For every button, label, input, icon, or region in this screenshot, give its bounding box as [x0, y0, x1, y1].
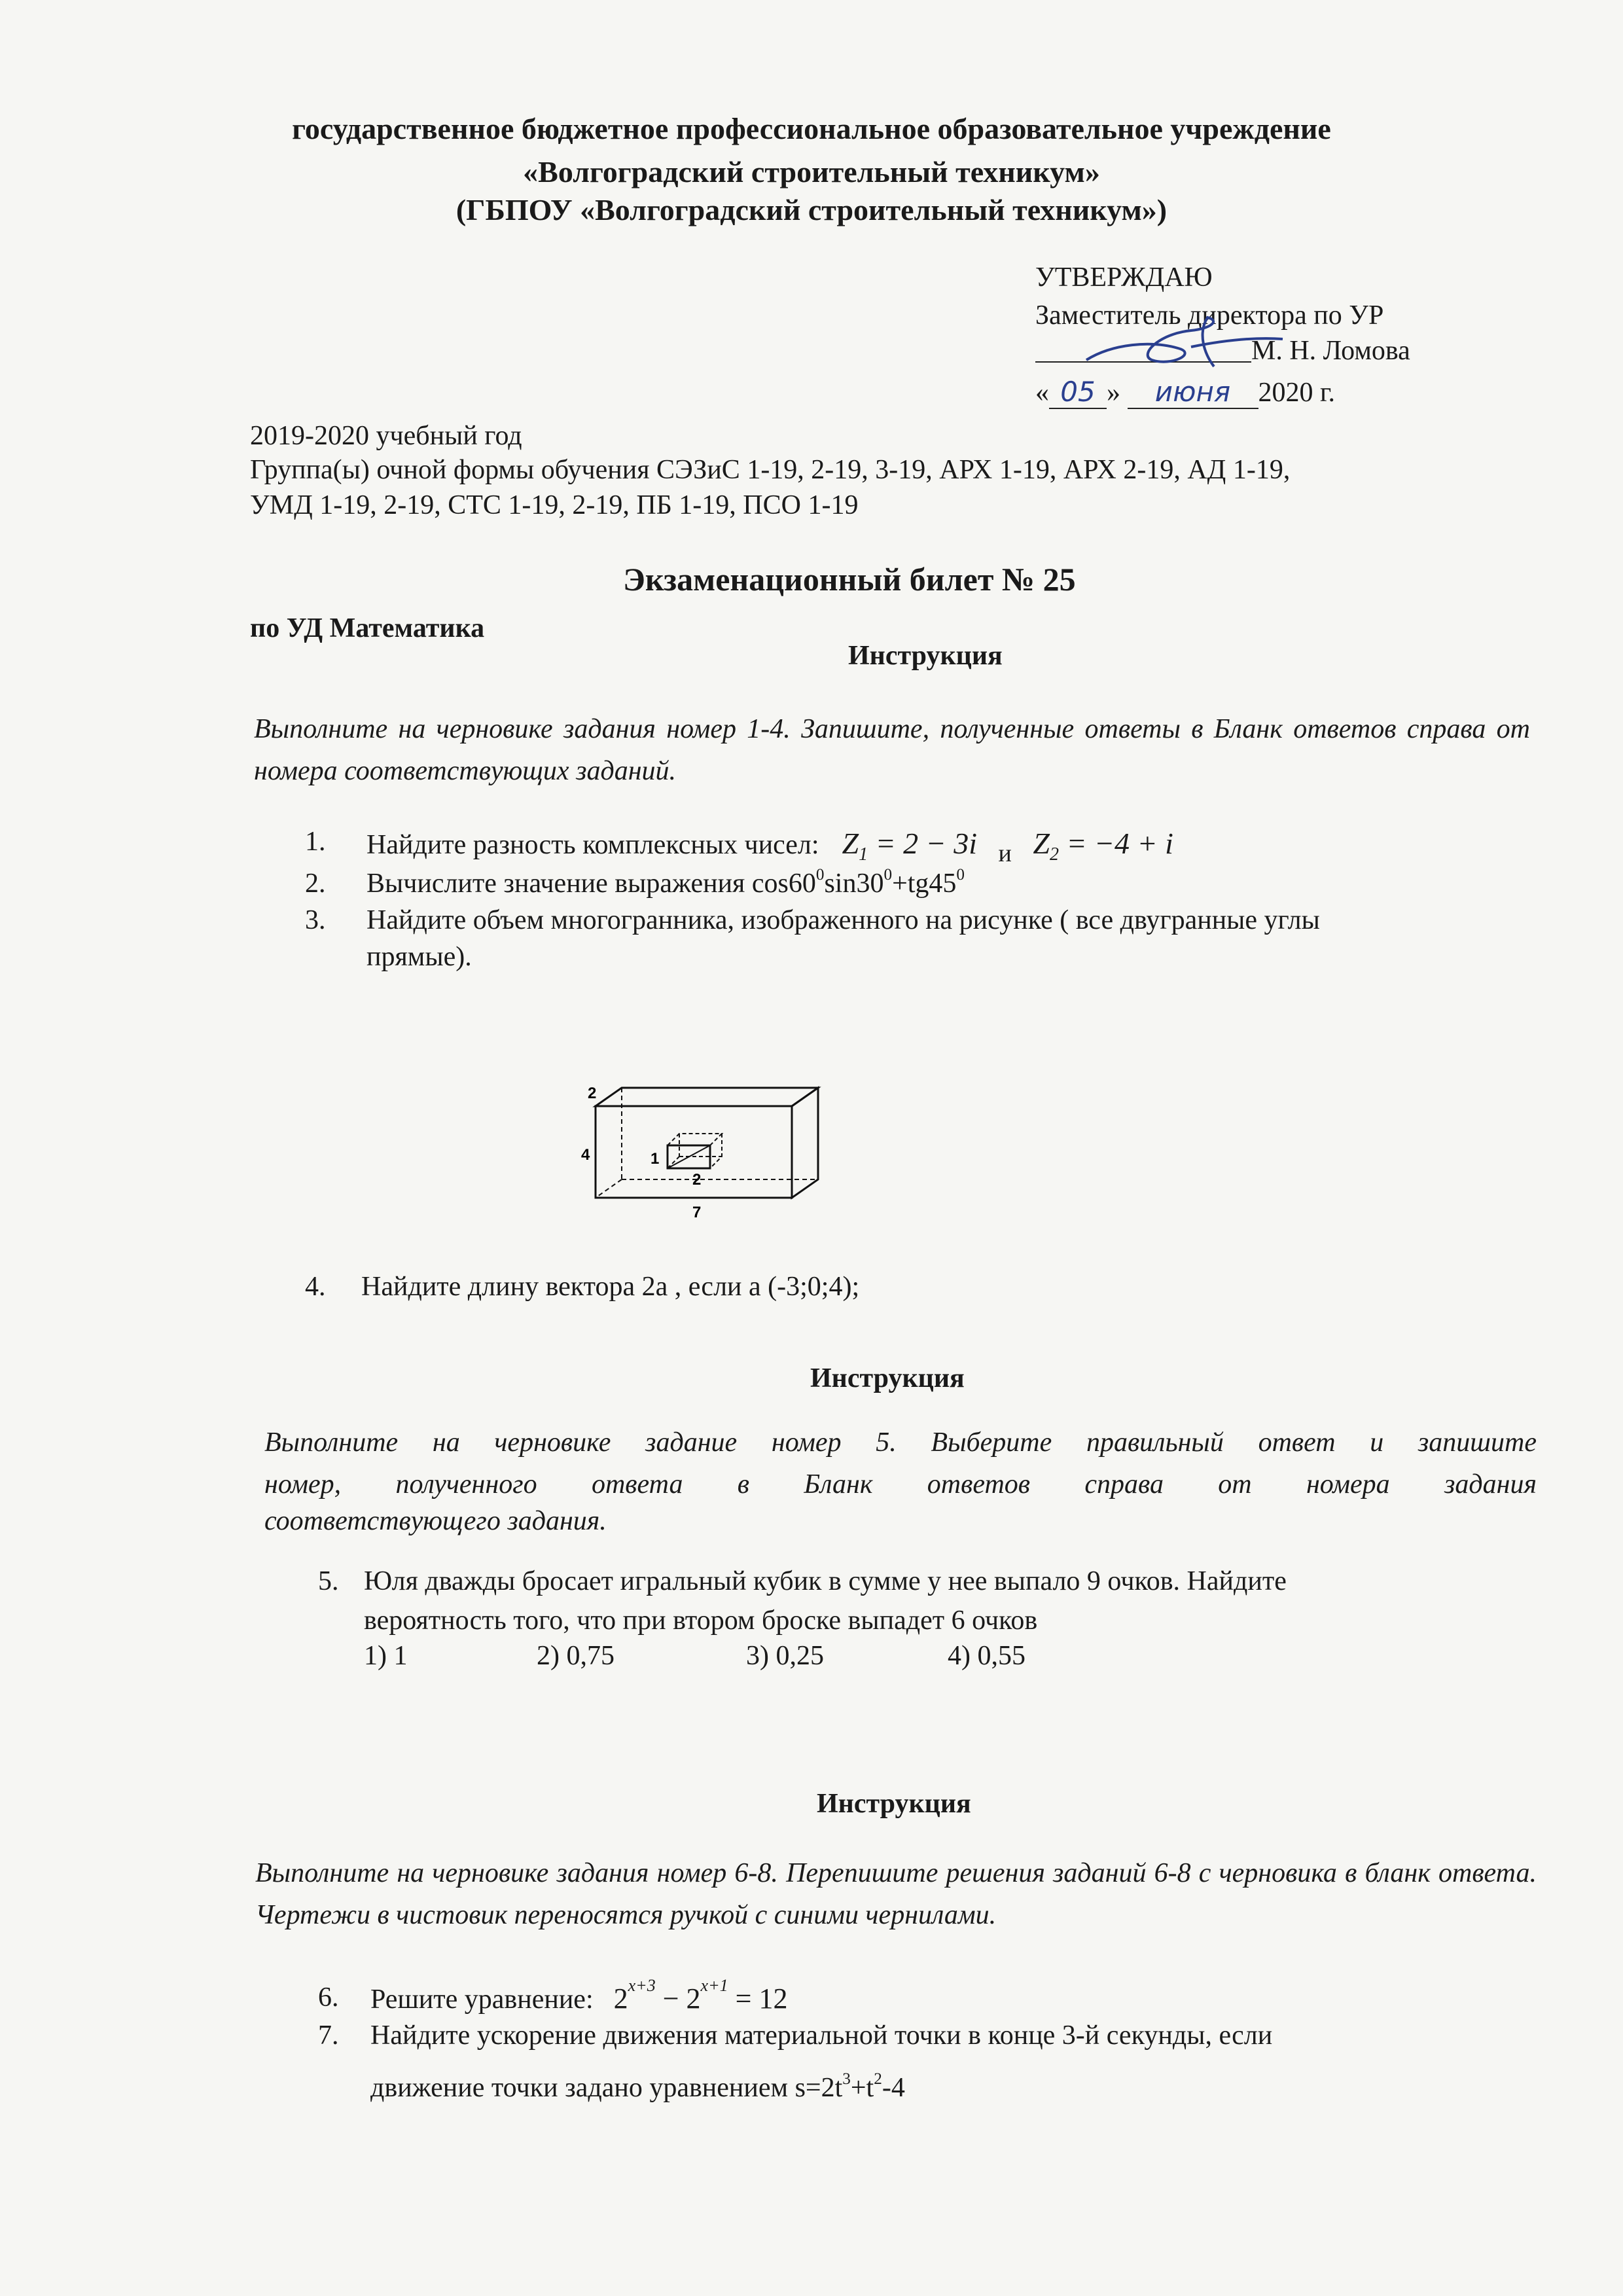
- date-year: 2020 г.: [1258, 378, 1335, 408]
- section2-instruction-line-3: соответствующего задания.: [264, 1506, 607, 1536]
- label-depth: 4: [581, 1146, 590, 1164]
- task4-number: 4.: [305, 1272, 326, 1302]
- institution-name: государственное бюджетное профессиональное образовательное учреждение: [292, 112, 1331, 145]
- institution-short-name: «Волгоградский строительный техникум»: [523, 155, 1100, 188]
- task2: Вычислите значение выражения $\cos 60^0\sin 30^0+tg45^0$: [366, 866, 965, 899]
- task1-number: 1.: [305, 827, 326, 857]
- task5-number: 5.: [318, 1566, 339, 1596]
- approval-date: [1035, 376, 1335, 409]
- task7-number: 7.: [318, 2020, 339, 2051]
- task3-line-2: прямые).: [366, 942, 472, 972]
- box-top-face: [596, 1088, 818, 1106]
- section3-heading: Инструкция: [817, 1789, 971, 1819]
- label-inner-height: 1: [651, 1150, 660, 1168]
- label-width: 7: [692, 1204, 702, 1221]
- label-inner-width: 2: [692, 1171, 702, 1189]
- ticket-subject: по УД Математика: [250, 613, 485, 643]
- date-day: 05: [1049, 376, 1107, 409]
- task6-number: 6.: [318, 1982, 339, 2013]
- task3-number: 3.: [305, 905, 326, 935]
- section3-instruction: Выполните на черновике задания номер 6-8. Перепишите решения заданий 6-8 с черновика в бланк ответа. Чертежи в чистовик переносятся ручкой с синими чернилами.: [255, 1858, 1537, 1930]
- approver-name: М. Н. Ломова: [1251, 336, 1410, 366]
- box-side-face: [792, 1088, 818, 1198]
- ticket-title: Экзаменационный билет № 25: [623, 561, 1076, 598]
- task6-equation: $2^{x+3} - 2^{x+1} = 12$: [613, 1976, 788, 2015]
- task1-text: Найдите разность комплексных чисел:: [366, 830, 819, 860]
- task7-line-1: Найдите ускорение движения материальной точки в конце 3-й секунды, если: [370, 2020, 1273, 2051]
- academic-year: 2019-2020 учебный год: [250, 421, 522, 451]
- task1-and: и: [998, 840, 1012, 867]
- section1-heading: Инструкция: [848, 641, 1003, 671]
- section2-instruction-line-2: номер, полученного ответа в Бланк ответов справа от номера задания: [264, 1469, 1537, 1499]
- task7-line-2: движение точки задано уравнением $s=2t^3+t^2-4$: [370, 2070, 905, 2103]
- approval-position: Заместитель директора по УР: [1035, 300, 1384, 331]
- task4-text: Найдите длину вектора 2а , если а (-3;0;4);: [361, 1272, 860, 1302]
- task5-option-2[interactable]: 2) 0,75: [537, 1641, 615, 1671]
- z1: $Z_1 = 2 - 3i$: [842, 827, 978, 865]
- polyhedron-figure: [576, 1080, 838, 1250]
- task5-line-2: вероятность того, что при втором броске выпадет 6 очков: [364, 1605, 1038, 1636]
- task5-option-4[interactable]: 4) 0,55: [948, 1641, 1026, 1671]
- approval-title: УТВЕРЖДАЮ: [1035, 262, 1213, 293]
- date-open-quote: «: [1035, 378, 1049, 408]
- section2-heading: Инструкция: [810, 1363, 965, 1393]
- task1: [366, 826, 1173, 865]
- task5-option-3[interactable]: 3) 0,25: [746, 1641, 824, 1671]
- institution-abbreviation: (ГБПОУ «Волгоградский строительный техникум»): [455, 193, 1168, 226]
- section2-instruction-line-1: Выполните на черновике задание номер 5. Выберите правильный ответ и запишите: [264, 1427, 1537, 1458]
- task6: [370, 1976, 788, 2015]
- groups-line-2: УМД 1-19, 2-19, СТС 1-19, 2-19, ПБ 1-19, ПСО 1-19: [250, 490, 859, 520]
- z2: $Z_2 = -4 + i$: [1033, 827, 1173, 865]
- task6-text: Решите уравнение:: [370, 1984, 594, 2015]
- task5-line-1: Юля дважды бросает игральный кубик в сумме у нее выпало 9 очков. Найдите: [364, 1566, 1287, 1596]
- task2-number: 2.: [305, 869, 326, 899]
- groups-line-1: Группа(ы) очной формы обучения СЭЗиС 1-19, 2-19, 3-19, АРХ 1-19, АРХ 2-19, АД 1-19,: [250, 455, 1291, 485]
- section1-instruction: Выполните на черновике задания номер 1-4. Запишите, полученные ответы в Бланк ответов справа от номера соответствующих заданий.: [254, 714, 1530, 786]
- task3-line-1: Найдите объем многогранника, изображенного на рисунке ( все двугранные углы: [366, 905, 1320, 935]
- date-month: июня: [1128, 376, 1258, 409]
- label-height: 2: [588, 1085, 597, 1102]
- date-close-quote: »: [1107, 378, 1120, 408]
- task5-option-1[interactable]: 1) 1: [364, 1641, 408, 1671]
